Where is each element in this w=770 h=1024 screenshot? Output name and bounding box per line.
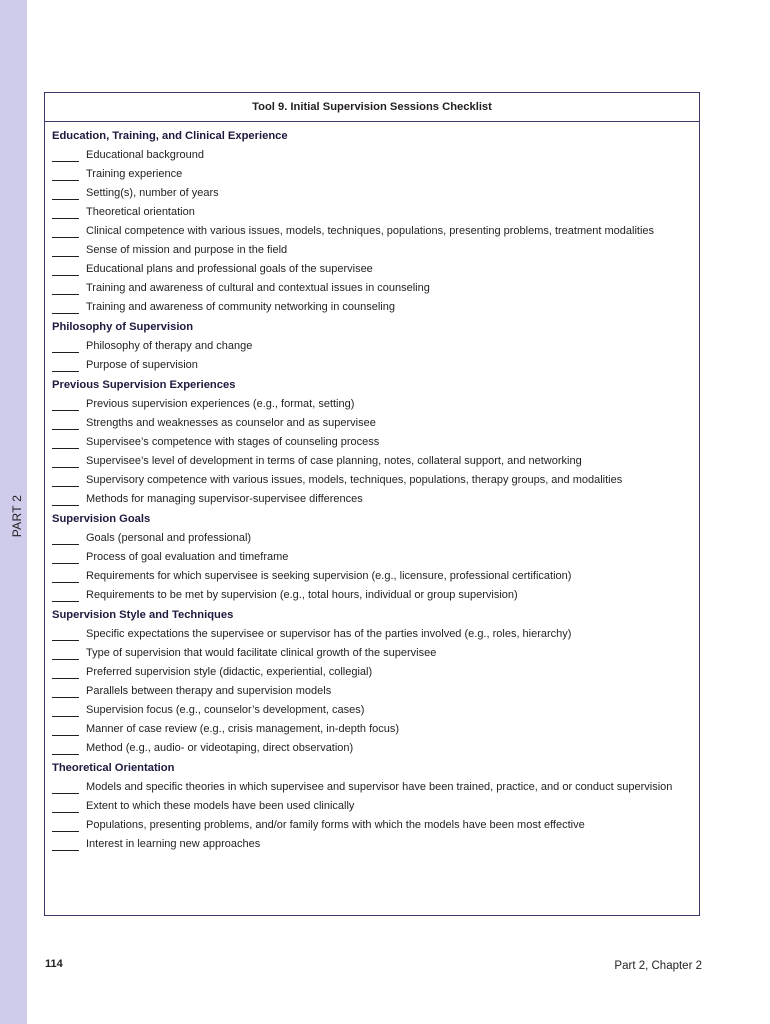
- checklist-content: [45, 122, 699, 852]
- checklist-item-text: Populations, presenting problems, and/or family forms with which the models have been most effective: [86, 819, 585, 831]
- checklist-item: [52, 646, 691, 661]
- checklist-item-text: Supervision focus (e.g., counselor’s development, cases): [86, 704, 365, 716]
- checkbox-blank-line: [52, 684, 79, 698]
- checklist-item-text: Strengths and weaknesses as counselor and as supervisee: [86, 417, 376, 429]
- checkbox-blank-line: [52, 358, 79, 372]
- checklist-item: [52, 703, 691, 718]
- checklist-item-text: Process of goal evaluation and timeframe: [86, 551, 289, 563]
- checklist-section: [52, 378, 691, 507]
- checkbox-blank-line: [52, 148, 79, 162]
- section-heading: Education, Training, and Clinical Experience: [52, 130, 288, 142]
- checklist-item-text: Supervisee’s level of development in terms of case planning, notes, collateral support, and networking: [86, 455, 582, 467]
- checkbox-blank-line: [52, 397, 79, 411]
- checkbox-blank-line: [52, 665, 79, 679]
- checklist-item: [52, 167, 691, 182]
- checklist-item-text: Requirements to be met by supervision (e.g., total hours, individual or group supervision): [86, 589, 518, 601]
- checklist-item: [52, 358, 691, 373]
- running-footer: Part 2, Chapter 2: [614, 960, 702, 972]
- checkbox-blank-line: [52, 224, 79, 238]
- checklist-item: [52, 550, 691, 565]
- checklist-item-text: Method (e.g., audio- or videotaping, direct observation): [86, 742, 354, 754]
- checklist-item-text: Theoretical orientation: [86, 206, 195, 218]
- checkbox-blank-line: [52, 550, 79, 564]
- checklist-item: [52, 665, 691, 680]
- checklist-item: [52, 281, 691, 296]
- checklist-item: [52, 837, 691, 852]
- checklist-item: [52, 435, 691, 450]
- checklist-item-text: Preferred supervision style (didactic, experiential, collegial): [86, 666, 373, 678]
- checkbox-blank-line: [52, 262, 79, 276]
- section-heading: Previous Supervision Experiences: [52, 379, 236, 391]
- checklist-item-text: Setting(s), number of years: [86, 187, 219, 199]
- checklist-item-text: Models and specific theories in which supervisee and supervisor have been trained, practice, and or conduct supervision: [86, 781, 673, 793]
- checklist-item: [52, 531, 691, 546]
- checklist-section: [52, 129, 691, 315]
- checkbox-blank-line: [52, 780, 79, 794]
- checklist-item: [52, 473, 691, 488]
- section-heading: Supervision Goals: [52, 513, 151, 525]
- checkbox-blank-line: [52, 205, 79, 219]
- checklist-item: [52, 492, 691, 507]
- checklist-section: [52, 320, 691, 373]
- checklist-item-text: Philosophy of therapy and change: [86, 340, 253, 352]
- part-label: PART 2: [10, 494, 24, 538]
- checkbox-blank-line: [52, 435, 79, 449]
- checklist-box: [44, 92, 700, 916]
- checklist-item: [52, 186, 691, 201]
- checkbox-blank-line: [52, 454, 79, 468]
- checklist-item: [52, 224, 691, 239]
- checklist-item: [52, 569, 691, 584]
- checkbox-blank-line: [52, 588, 79, 602]
- checklist-item-text: Goals (personal and professional): [86, 532, 252, 544]
- checkbox-blank-line: [52, 531, 79, 545]
- section-heading: Philosophy of Supervision: [52, 321, 194, 333]
- checklist-item-text: Requirements for which supervisee is seeking supervision (e.g., licensure, professional certification): [86, 570, 572, 582]
- checklist-item: [52, 799, 691, 814]
- checklist-item: [52, 397, 691, 412]
- checklist-item-text: Clinical competence with various issues, models, techniques, populations, presenting problems, treatment modalities: [86, 225, 655, 237]
- checklist-item: [52, 684, 691, 699]
- checkbox-blank-line: [52, 281, 79, 295]
- checkbox-blank-line: [52, 416, 79, 430]
- checklist-item: [52, 339, 691, 354]
- checkbox-blank-line: [52, 818, 79, 832]
- checklist-item-text: Training and awareness of community networking in counseling: [86, 301, 395, 313]
- checklist-item: [52, 588, 691, 603]
- checkbox-blank-line: [52, 741, 79, 755]
- checklist-item: [52, 722, 691, 737]
- checklist-item-text: Manner of case review (e.g., crisis management, in-depth focus): [86, 723, 400, 735]
- checklist-item-text: Supervisee’s competence with stages of counseling process: [86, 436, 380, 448]
- checklist-item: [52, 148, 691, 163]
- checkbox-blank-line: [52, 492, 79, 506]
- checklist-item-text: Previous supervision experiences (e.g., format, setting): [86, 398, 355, 410]
- checkbox-blank-line: [52, 799, 79, 813]
- checkbox-blank-line: [52, 646, 79, 660]
- checkbox-blank-line: [52, 569, 79, 583]
- checklist-item-text: Educational background: [86, 149, 205, 161]
- checkbox-blank-line: [52, 167, 79, 181]
- checklist-item-text: Extent to which these models have been used clinically: [86, 800, 355, 812]
- checklist-item-text: Type of supervision that would facilitate clinical growth of the supervisee: [86, 647, 437, 659]
- checkbox-blank-line: [52, 627, 79, 641]
- checklist-item-text: Supervisory competence with various issues, models, techniques, populations, therapy groups, and modalities: [86, 474, 623, 486]
- section-heading: Theoretical Orientation: [52, 762, 175, 774]
- checklist-item-text: Parallels between therapy and supervision models: [86, 685, 332, 697]
- checklist-item: [52, 818, 691, 833]
- checklist-item-text: Educational plans and professional goals of the supervisee: [86, 263, 373, 275]
- checklist-item: [52, 454, 691, 469]
- checkbox-blank-line: [52, 473, 79, 487]
- checklist-item: [52, 243, 691, 258]
- checkbox-blank-line: [52, 243, 79, 257]
- checkbox-blank-line: [52, 300, 79, 314]
- checkbox-blank-line: [52, 722, 79, 736]
- checklist-section: [52, 608, 691, 756]
- checklist-item-text: Specific expectations the supervisee or supervisor has of the parties involved (e.g., roles, hierarchy): [86, 628, 572, 640]
- checklist-item-text: Methods for managing supervisor-supervisee differences: [86, 493, 363, 505]
- checklist-item-text: Sense of mission and purpose in the field: [86, 244, 288, 256]
- checklist-item: [52, 262, 691, 277]
- checklist-item: [52, 780, 691, 795]
- checkbox-blank-line: [52, 703, 79, 717]
- checklist-item: [52, 741, 691, 756]
- page-number: 114: [45, 958, 63, 970]
- checklist-item: [52, 205, 691, 220]
- checklist-item: [52, 416, 691, 431]
- checklist-section: [52, 761, 691, 852]
- checklist-item-text: Interest in learning new approaches: [86, 838, 261, 850]
- checklist-item-text: Training and awareness of cultural and contextual issues in counseling: [86, 282, 430, 294]
- checklist-item: [52, 300, 691, 315]
- checklist-section: [52, 512, 691, 603]
- section-heading: Supervision Style and Techniques: [52, 609, 234, 621]
- checkbox-blank-line: [52, 837, 79, 851]
- checklist-item-text: Training experience: [86, 168, 183, 180]
- checklist-title: Tool 9. Initial Supervision Sessions Checklist: [45, 93, 699, 122]
- checkbox-blank-line: [52, 186, 79, 200]
- checklist-item-text: Purpose of supervision: [86, 359, 198, 371]
- checklist-item: [52, 627, 691, 642]
- checkbox-blank-line: [52, 339, 79, 353]
